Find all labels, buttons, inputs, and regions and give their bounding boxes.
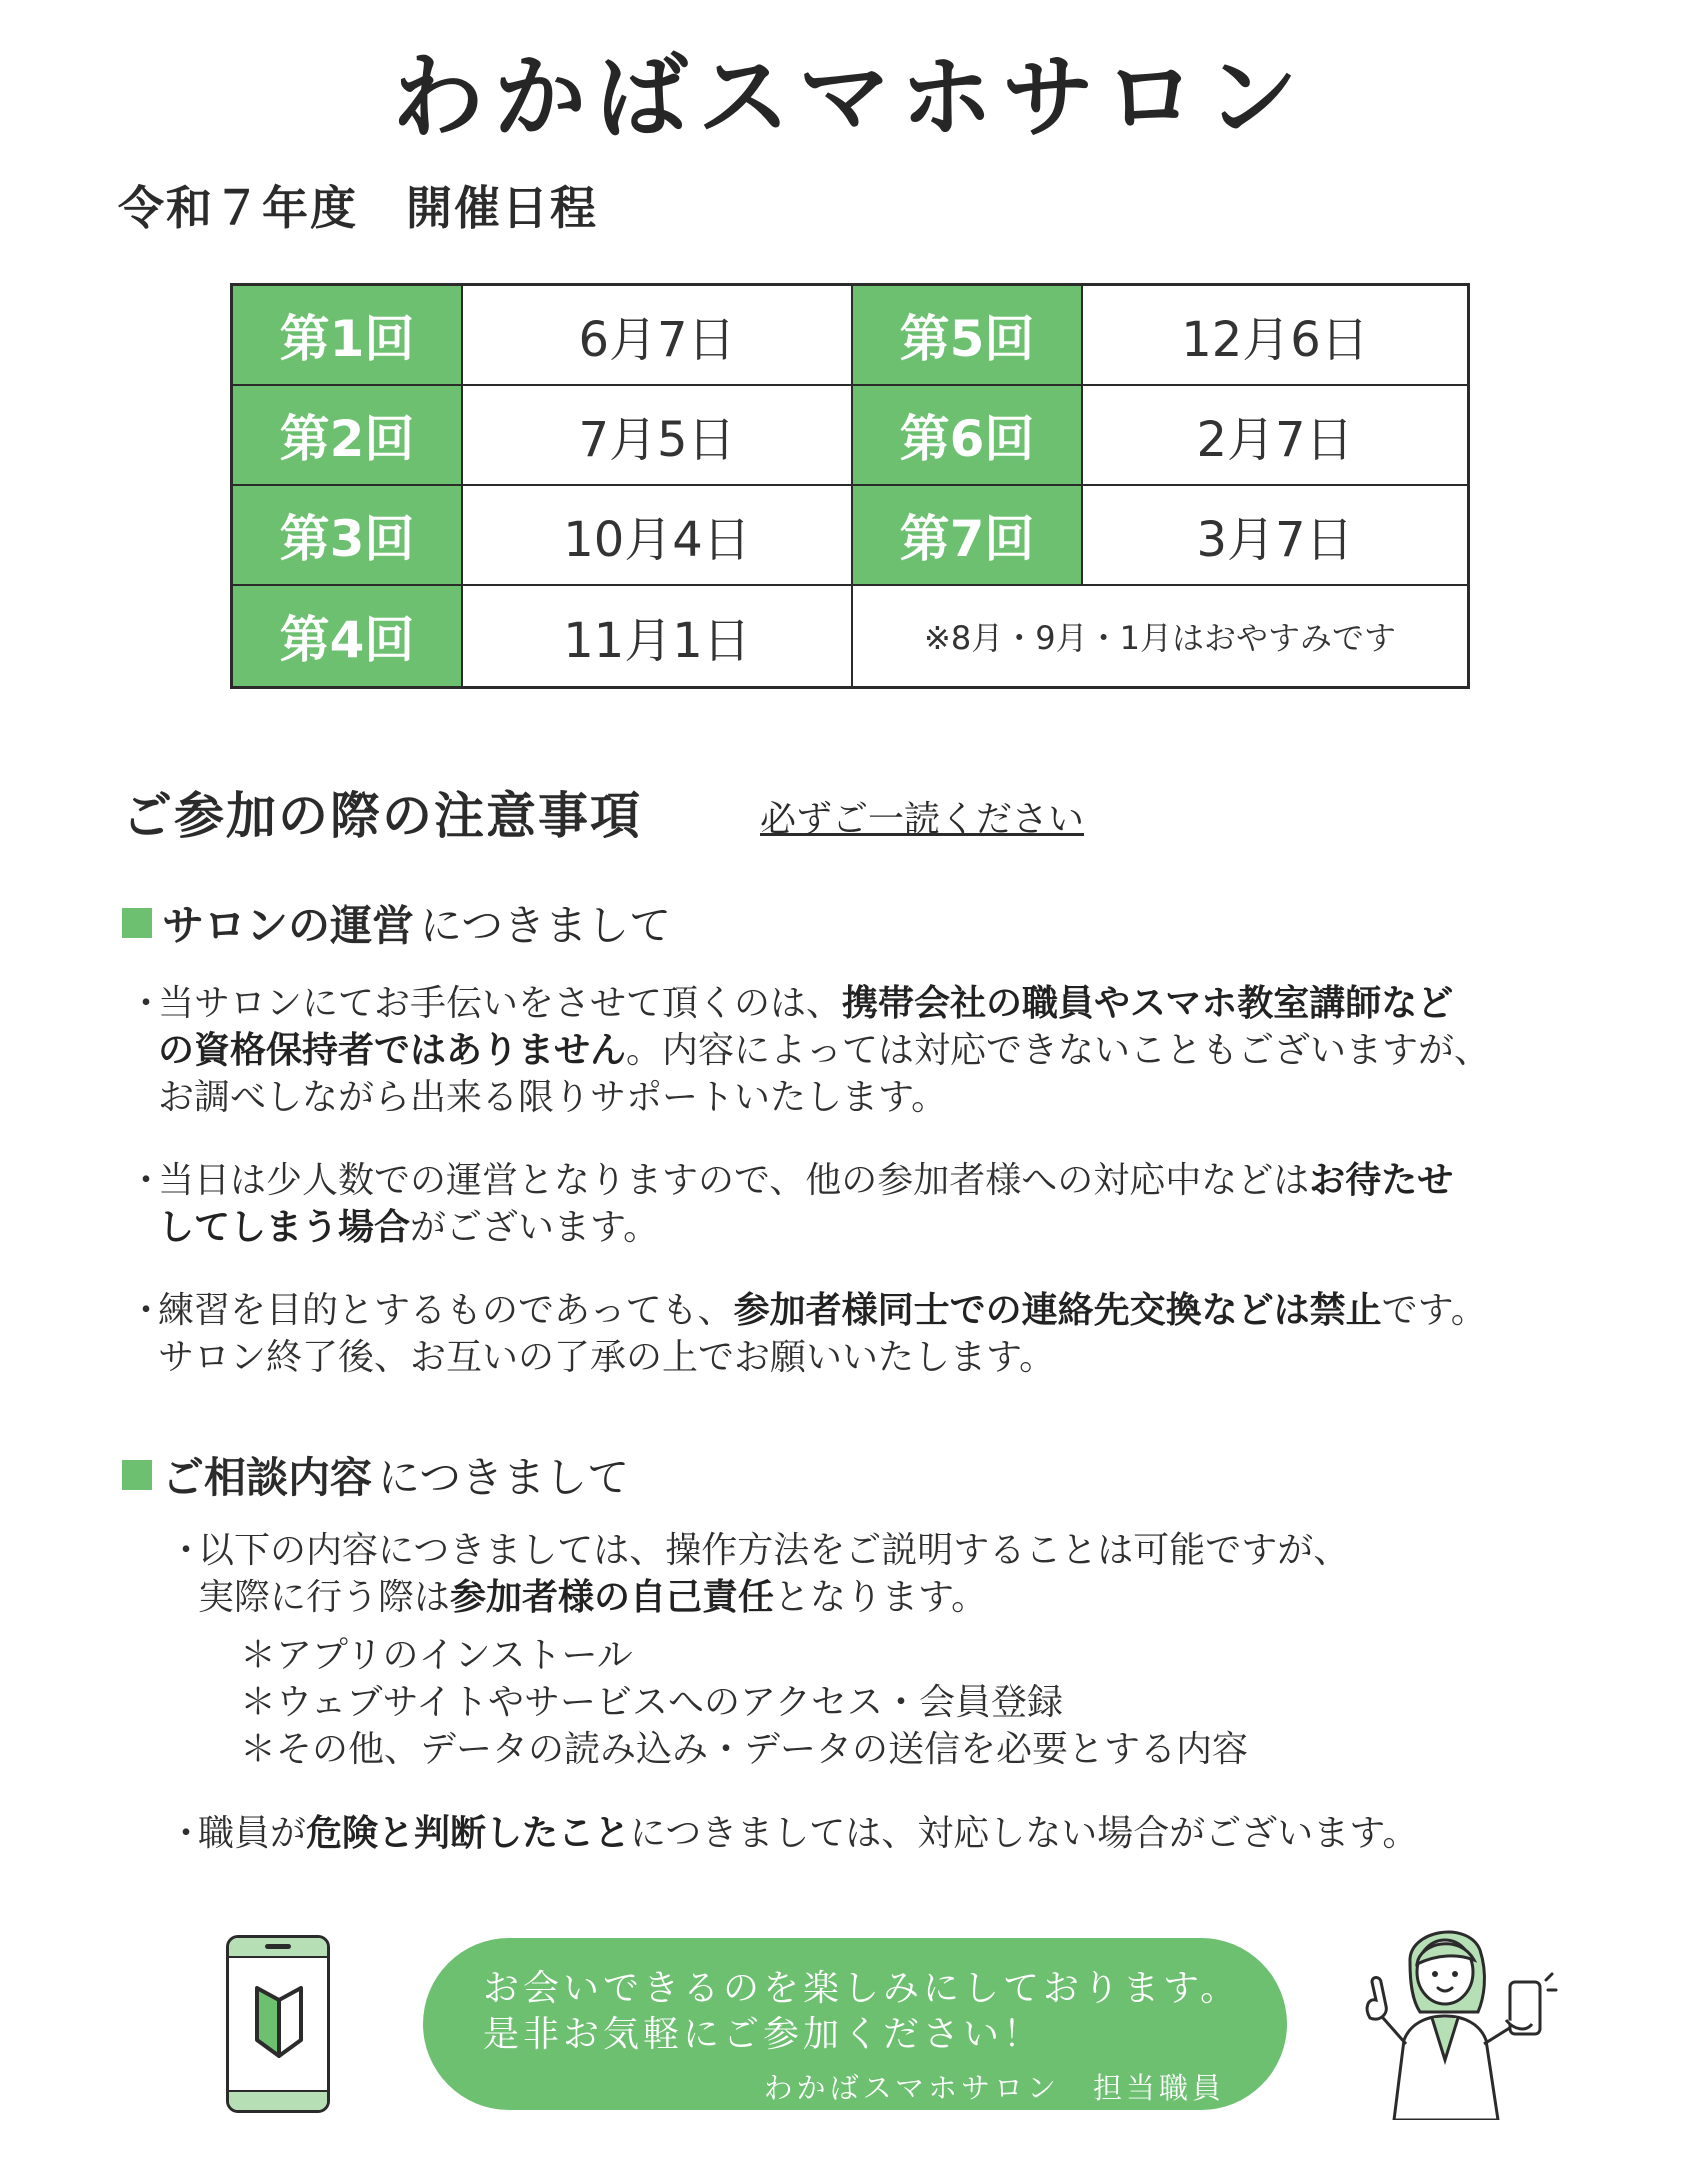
consultation-item-1 [168,1527,1598,1621]
section-consultation-title-bold: ご相談内容 [162,1453,373,1502]
consultation-item-1-text-3: となります。 [774,1577,988,1618]
bullet-dot: ・ [168,1530,205,1571]
section-consultation-title-rest: につきまして [378,1453,630,1502]
consultation-item-2-text: 職員が [198,1813,307,1854]
section-consultation-heading [122,1445,629,1505]
page-title: わかばスマホサロン [391,44,1309,151]
green-square-icon [122,1460,152,1490]
staff-illustration-icon [1348,1920,1568,2120]
schedule-date-4: 11月1日 [463,586,853,686]
operation-item-2 [128,1157,1598,1251]
consultation-item-2-bold: 危険と判断したこと [306,1813,631,1854]
operation-item-1-text: 当サロンにてお手伝いをさせて頂くのは、 [158,983,843,1024]
schedule-holiday-note: ※8月・9月・1月はおやすみです [924,619,1396,657]
consultation-item-1-text-2: 実際に行う際は [198,1577,451,1618]
schedule-date-2: 7月5日 [463,386,853,486]
operation-item-3-text-3: サロン終了後、お互いの了承の上でお願いいたします。 [158,1337,1056,1378]
operation-item-1-bold: 携帯会社の職員やスマホ教室講師など [842,983,1454,1024]
smartphone-beginner-icon [226,1935,330,2113]
schedule-label-3: 第3回 [233,486,463,586]
schedule-label-1: 第1回 [233,286,463,386]
sub-item-install: ＊アプリのインストール [240,1635,633,1676]
operation-item-3-bold: 参加者様同士での連絡先交換などは禁止 [733,1290,1382,1331]
section-operation-heading [122,893,671,953]
sub-item-website: ＊ウェブサイトやサービスへのアクセス・会員登録 [240,1682,1063,1723]
operation-item-2-text: 当日は少人数での運営となりますので、他の参加者様への対応中などは [158,1160,1310,1201]
message-line-2: 是非お気軽にご参加ください！ [483,2014,1044,2055]
operation-item-1 [128,980,1598,1121]
operation-item-1-bold-2: の資格保持者ではありません [158,1030,627,1071]
operation-item-3-text: 練習を目的とするものであっても、 [158,1290,734,1331]
schedule-date-5: 12月6日 [1083,286,1467,386]
schedule-label-5: 第5回 [853,286,1083,386]
notice-read-link[interactable]: 必ずご一読ください [760,799,1085,840]
green-square-icon [122,908,152,938]
bullet-dot: ・ [168,1813,205,1854]
schedule-table [230,283,1470,689]
message-line-1: お会いできるのを楽しみにしております。 [483,1968,1241,2009]
bullet-dot: ・ [128,1160,165,1201]
message-bubble [423,1938,1287,2110]
schedule-date-6: 2月7日 [1083,386,1467,486]
sub-item-data: ＊その他、データの読み込み・データの送信を必要とする内容 [240,1729,1249,1770]
message-signature: わかばスマホサロン 担当職員 [763,2071,1225,2105]
notice-heading: ご参加の際の注意事項 [122,787,642,845]
consultation-item-2 [168,1810,1598,1857]
operation-item-1-text-3: お調べしながら出来る限りサポートいたします。 [158,1077,948,1118]
consultation-item-2-text-2: につきましては、対応しない場合がございます。 [630,1813,1419,1854]
consultation-item-1-text: 以下の内容につきましては、操作方法をご説明することは可能ですが、 [198,1530,1350,1571]
operation-item-3 [128,1287,1598,1381]
section-operation-title-bold: サロンの運営 [162,901,415,950]
schedule-label-4: 第4回 [233,586,463,686]
schedule-date-3: 10月4日 [463,486,853,586]
wakaba-mark-icon [251,1986,307,2058]
schedule-subtitle: 令和７年度 開催日程 [118,181,598,235]
operation-item-1-text-2: 。内容によっては対応できないこともございますが、 [626,1030,1491,1071]
section-operation-title-rest: につきまして [420,901,672,950]
operation-item-2-bold-2: してしまう場合 [158,1207,411,1248]
operation-item-3-text-2: です。 [1381,1290,1487,1331]
schedule-date-1: 6月7日 [463,286,853,386]
bullet-dot: ・ [128,983,165,1024]
schedule-label-7: 第7回 [853,486,1083,586]
operation-item-2-text-2: がございます。 [410,1207,660,1248]
schedule-label-6: 第6回 [853,386,1083,486]
schedule-date-7: 3月7日 [1083,486,1467,586]
schedule-label-2: 第2回 [233,386,463,486]
operation-item-2-bold: お待たせ [1309,1160,1454,1201]
bullet-dot: ・ [128,1290,165,1331]
consultation-item-1-bold: 参加者様の自己責任 [450,1577,775,1618]
